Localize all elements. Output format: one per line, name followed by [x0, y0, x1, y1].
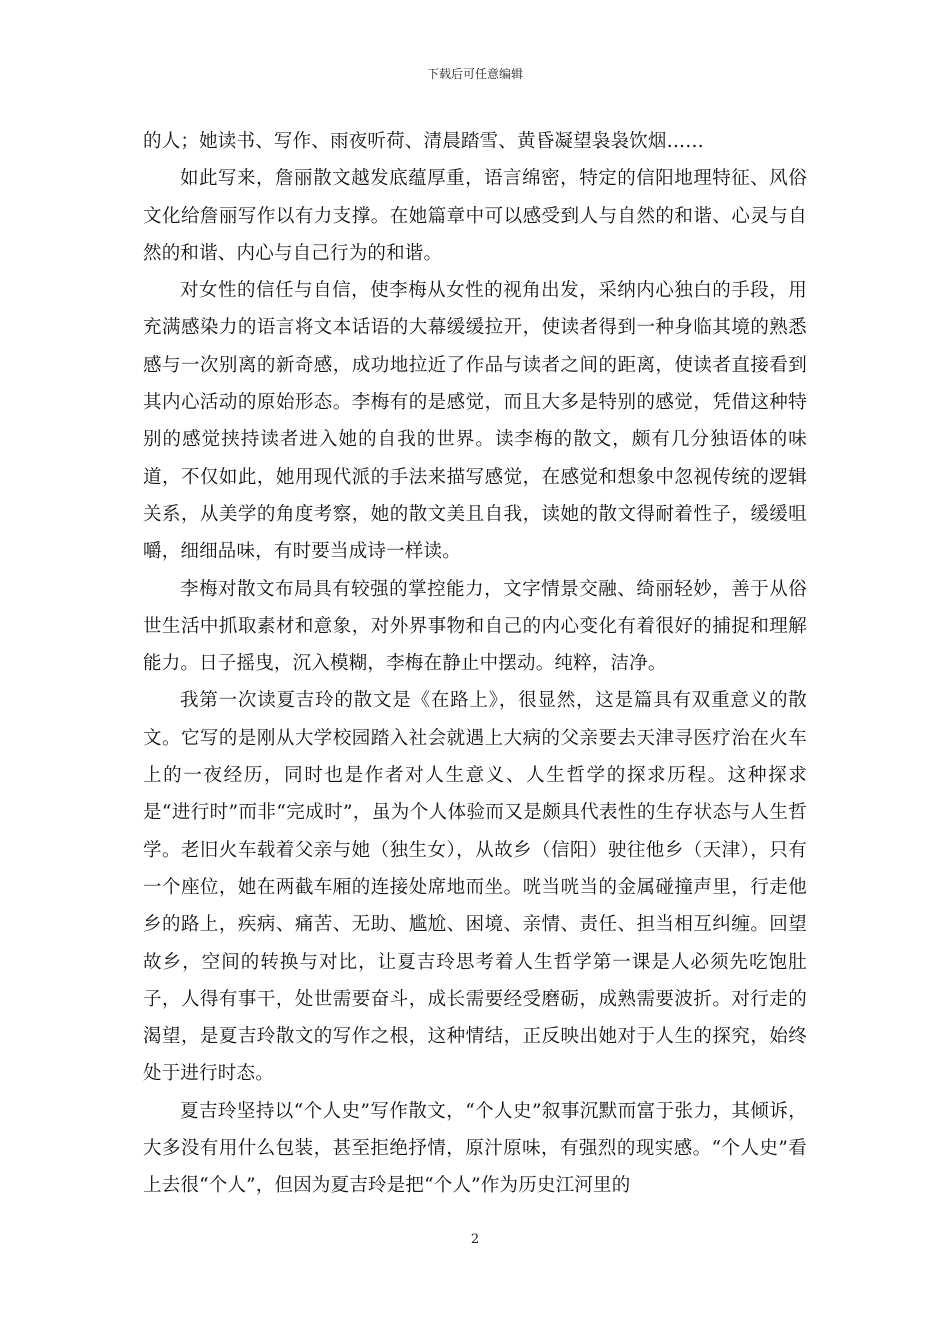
page-number: 2 — [470, 1232, 480, 1247]
paragraph-continuation: 的人；她读书、写作、雨夜听荷、清晨踏雪、黄昏凝望袅袅饮烟…… — [143, 131, 705, 152]
page-header: 下载后可任意编辑 — [426, 67, 523, 81]
paragraph-limei-layout: 李梅对散文布局具有较强的掌控能力，文字情景交融、绮丽轻妙，善于从俗世生活中抓取素材和意象，对外界事物和自己的内心变化有着很好的捕捉和理解能力。日子摇曳，沉入模糊，李梅在静止中摆动。纯粹，洁净。 — [143, 578, 807, 675]
paragraph-limei-perspective: 对女性的信任与自信，使李梅从女性的视角出发，采纳内心独白的手段，用充满感染力的语言将文本话语的大幕缓缓拉开，使读者得到一种身临其境的熟悉感与一次别离的新奇感，成功地拉近了作品与读者之间的距离，使读者直接看到其内心活动的原始形态。李梅有的是感觉，而且大多是特别的感觉，凭借这种特别的感觉挟持读者进入她的自我的世界。读李梅的散文，颇有几分独语体的味道，不仅如此，她用现代派的手法来描写感觉，在感觉和想象中忽视传统的逻辑关系，从美学的角度考察，她的散文美且自我，读她的散文得耐着性子，缓缓咀嚼，细细品味，有时要当成诗一样读。 — [143, 280, 807, 563]
paragraph-zhanli: 如此写来，詹丽散文越发底蕴厚重，语言绵密，特定的信阳地理特征、风俗文化给詹丽写作以有力支撑。在她篇章中可以感受到人与自然的和谐、心灵与自然的和谐、内心与自己行为的和谐。 — [143, 168, 807, 264]
paragraph-xiajiling-on-the-road: 我第一次读夏吉玲的散文是《在路上》，很显然，这是篇具有双重意义的散文。它写的是刚从大学校园踏入社会就遇上大病的父亲要去天津寻医疗治在火车上的一夜经历，同时也是作者对人生意义、人生哲学的探求历程。这种探求是“进行时”而非“完成时”，虽为个人体验而又是颇具代表性的生存状态与人生哲学。老旧火车载着父亲与她（独生女），从故乡（信阳）驶往他乡（天津），只有一个座位，她在两截车厢的连接处席地而坐。咣当咣当的金属碰撞声里，行走他乡的路上，疾病、痛苦、无助、尴尬、困境、亲情、责任、担当相互纠缠。回望故乡，空间的转换与对比，让夏吉玲思考着人生哲学第一课是人必须先吃饱肚子，人得有事干，处世需要奋斗，成长需要经受磨砺，成熟需要波折。对行走的渴望，是夏吉玲散文的写作之根，这种情结，正反映出她对于人生的探究，始终处于进行时态。 — [143, 690, 807, 1085]
body-text — [143, 123, 807, 1205]
paragraph-xiajiling-personal-history: 夏吉玲坚持以“个人史”写作散文，“个人史”叙事沉默而富于张力，其倾诉，大多没有用什么包装，甚至拒绝抒情，原汁原味，有强烈的现实感。“个人史”看上去很“个人”，但因为夏吉玲是把“个人”作为历史江河里的 — [143, 1100, 807, 1197]
